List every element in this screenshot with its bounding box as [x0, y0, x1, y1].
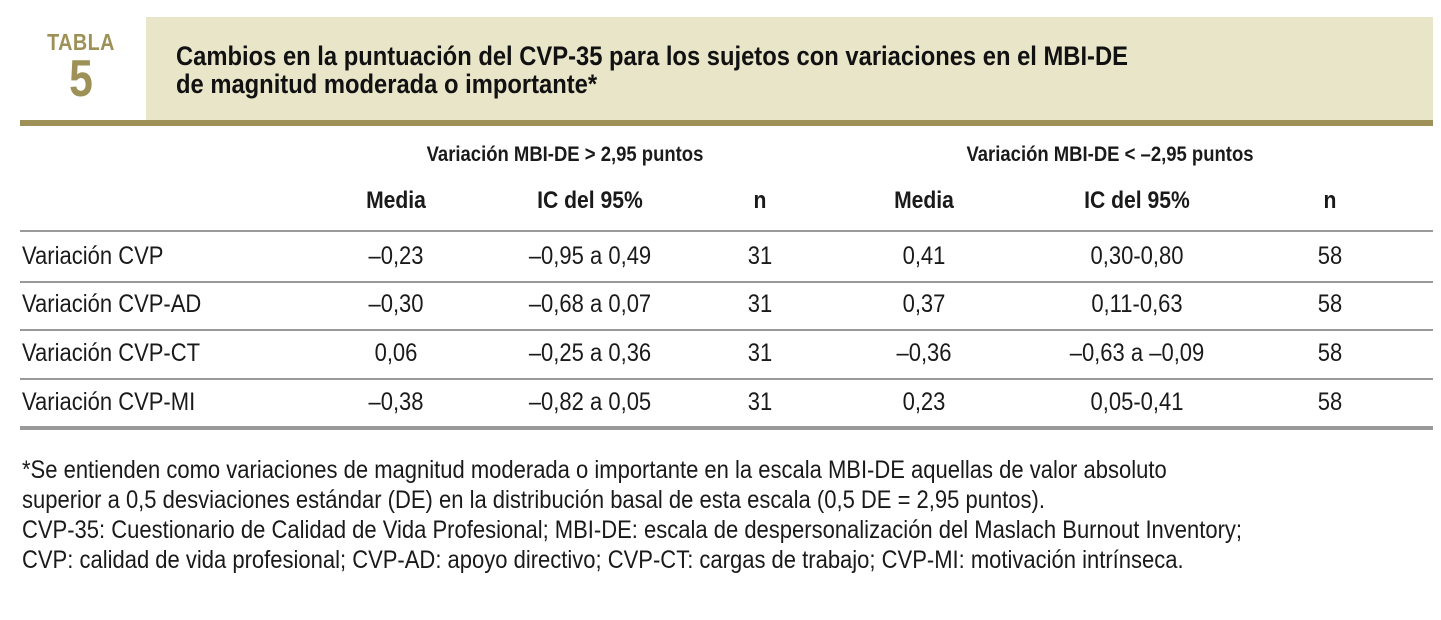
table-cell: 31 [747, 290, 773, 318]
table-footnote [22, 455, 1395, 575]
row-label: Variación CVP-AD [22, 290, 202, 318]
table-number-label [20, 17, 142, 120]
table-cell: –0,68 a 0,07 [528, 290, 652, 318]
column-header-rule [20, 230, 1433, 232]
row-divider [20, 378, 1433, 380]
table-word: TABLA [47, 29, 115, 55]
table-cell: 31 [747, 388, 773, 416]
table-cell: 0,11-0,63 [1091, 290, 1183, 318]
header-rule [20, 120, 1433, 126]
table-title [176, 42, 1232, 98]
table-title-line-1: Cambios en la puntuación del CVP-35 para los sujetos con variaciones en el MBI-DE [176, 41, 1128, 71]
footnote-line-4: CVP: calidad de vida profesional; CVP-AD: apoyo directivo; CVP-CT: cargas de trabajo; CVP-MI: motivación intrínseca. [22, 546, 1184, 574]
column-header-media-1: Media [366, 187, 426, 214]
table-title-line-2: de magnitud moderada o importante* [176, 69, 598, 99]
table-cell: –0,30 [368, 290, 424, 318]
column-header-ic-2: IC del 95% [1084, 187, 1190, 214]
table-cell: 31 [747, 242, 773, 270]
footnote-line-2: superior a 0,5 desviaciones estándar (DE) en la distribución basal de esta escala (0,5 DE = 2,95 puntos). [22, 486, 1045, 514]
column-header-n-1: n [753, 187, 767, 214]
table-cell: –0,36 [896, 339, 952, 367]
table-cell: 58 [1317, 388, 1343, 416]
table-cell: 0,23 [902, 388, 946, 416]
column-header-ic-1: IC del 95% [537, 187, 643, 214]
table-cell: –0,95 a 0,49 [528, 242, 652, 270]
table-cell: –0,23 [368, 242, 424, 270]
table-title-box [146, 17, 1433, 120]
table-cell: –0,38 [368, 388, 424, 416]
row-divider [20, 281, 1433, 283]
table-cell: –0,63 a –0,09 [1069, 339, 1205, 367]
table-cell: 0,37 [902, 290, 946, 318]
table-bottom-rule [20, 426, 1433, 430]
column-header-media-2: Media [894, 187, 954, 214]
table-cell: 58 [1317, 290, 1343, 318]
table-cell: –0,82 a 0,05 [528, 388, 652, 416]
table-cell: 58 [1317, 242, 1343, 270]
table-cell: 0,05-0,41 [1090, 388, 1184, 416]
group-header-positive: Variación MBI-DE > 2,95 puntos [426, 143, 704, 166]
column-header-n-2: n [1323, 187, 1337, 214]
table-cell: 0,30-0,80 [1090, 242, 1184, 270]
table-number: 5 [69, 50, 93, 108]
footnote-line-3: CVP-35: Cuestionario de Calidad de Vida Profesional; MBI-DE: escala de despersonalización del Maslach Burnout Inventory; [22, 516, 1243, 544]
table-cell: 58 [1317, 339, 1343, 367]
table-cell: 0,41 [902, 242, 946, 270]
footnote-line-1: *Se entienden como variaciones de magnitud moderada o importante en la escala MBI-DE aquellas de valor absoluto [22, 456, 1167, 484]
row-label: Variación CVP-MI [22, 388, 196, 416]
table-cell: 0,06 [374, 339, 418, 367]
row-divider [20, 329, 1433, 331]
table-cell: 31 [747, 339, 773, 367]
group-header-negative: Variación MBI-DE < –2,95 puntos [966, 143, 1254, 166]
row-label: Variación CVP [22, 242, 164, 270]
row-label: Variación CVP-CT [22, 339, 201, 367]
table-cell: –0,25 a 0,36 [528, 339, 652, 367]
